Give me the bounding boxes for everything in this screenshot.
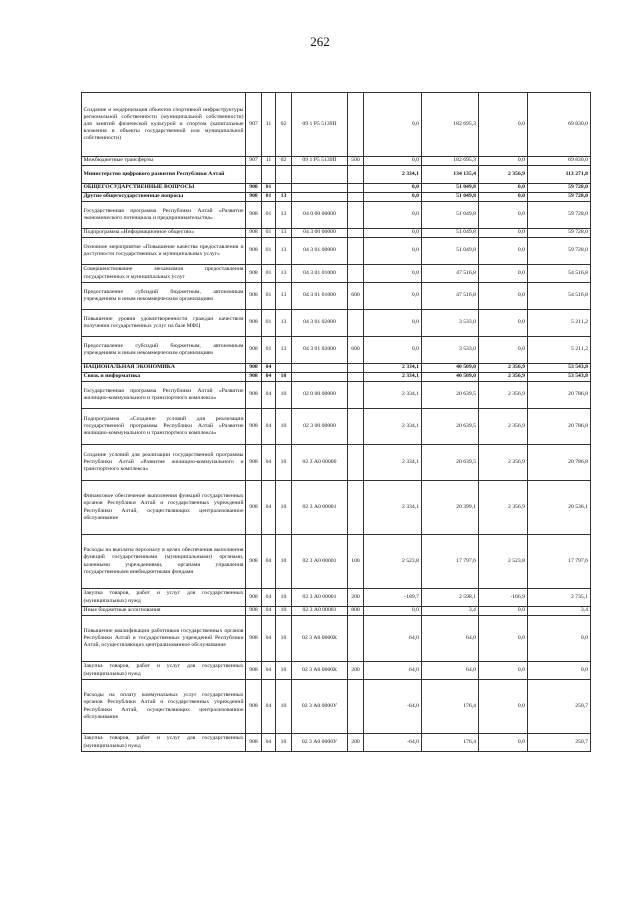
amount-total-cell: 40 509,0 [422,373,479,382]
amount-total-next-cell: 69 830,0 [528,93,591,157]
section-code-cell: 04 [262,616,276,662]
page-number: 262 [310,34,330,49]
row-name-cell: Связь и информатика [82,373,246,382]
amount-change-cell: 0,0 [364,184,422,193]
target-article-cell: 04 3 00 00000 [292,229,348,238]
amount-total-cell: 3,4 [422,607,479,616]
section-code-cell [262,166,276,184]
amount-change-next-cell: 0,0 [479,283,528,310]
amount-change-next-cell: 2 356,9 [479,481,528,535]
expense-type-cell [348,616,364,662]
subsection-code-cell: 10 [276,382,292,409]
amount-change-cell: 0,0 [364,265,422,283]
ministry-code-cell: 908 [246,589,262,607]
table-row [82,445,591,481]
subsection-code-cell: 10 [276,662,292,680]
target-article-cell: 09 1 P5 5139П [292,157,348,166]
ministry-code-cell: 908 [246,265,262,283]
subsection-code-cell [276,364,292,373]
amount-total-next-cell: 54 516,8 [528,265,591,283]
table-row [82,364,591,373]
ministry-code-cell: 908 [246,445,262,481]
ministry-code-cell: 908 [246,481,262,535]
subsection-code-cell: 13 [276,229,292,238]
target-article-cell: 02 3 А0 0000У [292,680,348,734]
subsection-code-cell: 13 [276,238,292,265]
subsection-code-cell: 10 [276,607,292,616]
ministry-code-cell: 907 [246,93,262,157]
row-name-cell: Закупка товаров, работ и услуг для государственных (муниципальных) нужд [82,662,246,680]
section-code-cell: 11 [262,93,276,157]
ministry-code-cell: 907 [246,157,262,166]
row-name-cell: Государственная программа Республики Алтай «Развитие жилищно-коммунального и транспортного комплекса» [82,382,246,409]
amount-change-cell: 2 334,1 [364,382,422,409]
amount-change-cell: 0,0 [364,157,422,166]
table-row [82,662,591,680]
amount-change-cell: 2 334,1 [364,481,422,535]
expense-type-cell: 600 [348,283,364,310]
amount-change-cell: 2 334,1 [364,373,422,382]
section-code-cell: 04 [262,535,276,589]
row-name-cell: Расходы на выплаты персоналу в целях обеспечения выполнения функций государственными (муниципальными) органами, казенными учреждениями, органами управления государственными внебюджетными фондами [82,535,246,589]
row-name-cell: Подпрограмма «Создание условий для реализации государственной программы Республики Алтай «Развитие жилищно-коммунального и транспортного комплекса» [82,409,246,445]
budget-table [81,92,591,752]
ministry-code-cell: 908 [246,238,262,265]
row-name-cell: Иные бюджетные ассигнования [82,607,246,616]
amount-total-cell: 134 135,4 [422,166,479,184]
ministry-code-cell: 908 [246,229,262,238]
row-name-cell: НАЦИОНАЛЬНАЯ ЭКОНОМИКА [82,364,246,373]
section-code-cell: 01 [262,184,276,193]
table-row [82,680,591,734]
amount-change-cell: 0,0 [364,310,422,337]
expense-type-cell [348,680,364,734]
amount-total-cell: 51 049,8 [422,229,479,238]
amount-change-next-cell: 0,0 [479,310,528,337]
row-name-cell: Другие общегосударственные вопросы [82,193,246,202]
amount-total-next-cell: 53 543,8 [528,373,591,382]
amount-change-cell: 64,0 [364,616,422,662]
subsection-code-cell: 13 [276,265,292,283]
row-name-cell: Закупка товаров, работ и услуг для государственных (муниципальных) нужд [82,589,246,607]
amount-change-cell: 2 523,8 [364,535,422,589]
table-row [82,616,591,662]
ministry-code-cell: 908 [246,382,262,409]
row-name-cell: Расходы на оплату коммунальных услуг государственных органов Республики Алтай и государственных учреждений Республики Алтай, осуществляющих централизованное обслуживание [82,680,246,734]
amount-total-next-cell: 20 786,8 [528,445,591,481]
amount-change-next-cell: 2 356,9 [479,364,528,373]
target-article-cell: 04 0 00 00000 [292,202,348,229]
amount-total-next-cell: 3,4 [528,607,591,616]
amount-total-next-cell: 250,7 [528,734,591,752]
amount-change-cell: 2 334,1 [364,166,422,184]
table-row [82,337,591,364]
amount-total-cell: 20 399,1 [422,481,479,535]
expense-type-cell [348,93,364,157]
amount-change-cell: 0,0 [364,238,422,265]
amount-total-cell: 182 695,3 [422,157,479,166]
amount-change-next-cell: 0,0 [479,202,528,229]
section-code-cell: 04 [262,373,276,382]
expense-type-cell: 100 [348,535,364,589]
subsection-code-cell: 10 [276,481,292,535]
amount-total-cell: 3 533,0 [422,310,479,337]
target-article-cell: 02 3 А0 0000У [292,734,348,752]
amount-total-cell: 51 049,8 [422,238,479,265]
subsection-code-cell: 13 [276,202,292,229]
subsection-code-cell: 13 [276,310,292,337]
target-article-cell: 04 3 01 01000 [292,265,348,283]
row-name-cell: Создание условий для реализации государственной программы Республики Алтай «Развитие жилищно-коммунального и транспортного комплекса» [82,445,246,481]
row-name-cell: Закупка товаров, работ и услуг для государственных (муниципальных) нужд [82,734,246,752]
subsection-code-cell: 10 [276,535,292,589]
amount-change-next-cell: 0,0 [479,265,528,283]
amount-change-next-cell: 0,0 [479,157,528,166]
table-row [82,157,591,166]
amount-total-next-cell: 59 728,0 [528,229,591,238]
amount-total-cell: 51 049,8 [422,184,479,193]
amount-total-next-cell: 20 786,8 [528,409,591,445]
ministry-code-cell: 908 [246,373,262,382]
row-name-cell: Министерство цифрового развития Республики Алтай [82,166,246,184]
table-row [82,382,591,409]
section-code-cell: 04 [262,481,276,535]
target-article-cell: 09 1 P5 5139П [292,93,348,157]
subsection-code-cell: 10 [276,589,292,607]
subsection-code-cell: 02 [276,93,292,157]
ministry-code-cell: 908 [246,734,262,752]
expense-type-cell [348,166,364,184]
ministry-code-cell: 908 [246,535,262,589]
ministry-code-cell: 908 [246,616,262,662]
amount-total-next-cell: 0,0 [528,662,591,680]
target-article-cell: 02 3 А0 0000К [292,616,348,662]
amount-change-next-cell: 0,0 [479,184,528,193]
amount-total-cell: 176,4 [422,734,479,752]
ministry-code-cell: 908 [246,607,262,616]
amount-total-cell: 40 509,0 [422,364,479,373]
amount-change-next-cell: 0,0 [479,680,528,734]
expense-type-cell [348,481,364,535]
expense-type-cell [348,310,364,337]
amount-change-cell: 2 334,1 [364,409,422,445]
row-name-cell: Государственная программа Республики Алтай «Развитие экономического потенциала и предпринимательства» [82,202,246,229]
target-article-cell [292,166,348,184]
section-code-cell: 01 [262,229,276,238]
ministry-code-cell: 908 [246,202,262,229]
amount-change-cell: 0,0 [364,193,422,202]
amount-change-next-cell: 2 356,9 [479,382,528,409]
amount-total-next-cell: 53 543,8 [528,364,591,373]
target-article-cell: 02 3 А0 00001 [292,589,348,607]
amount-change-cell: -64,0 [364,734,422,752]
row-name-cell: Создание и модернизация объектов спортивной инфраструктуры региональной собственности (муниципальной собственности) для занятий физической культурой и спортом (капитальные вложения в объекты государственной или муниципальной собственности) [82,93,246,157]
expense-type-cell [348,445,364,481]
amount-total-cell: 20 639,5 [422,409,479,445]
amount-change-next-cell: 0,0 [479,238,528,265]
section-code-cell: 01 [262,310,276,337]
table-row [82,93,591,157]
amount-total-next-cell: 2 735,1 [528,589,591,607]
amount-total-cell: 20 639,5 [422,382,479,409]
target-article-cell [292,184,348,193]
amount-total-next-cell: 59 728,0 [528,202,591,229]
amount-change-next-cell: 2 356,9 [479,445,528,481]
amount-change-cell: 0,0 [364,607,422,616]
subsection-code-cell: 02 [276,157,292,166]
amount-change-cell: 2 334,1 [364,364,422,373]
expense-type-cell [348,184,364,193]
row-name-cell: Повышение уровня удовлетворенности граждан качеством получения государственных услуг на базе МФЦ [82,310,246,337]
table-row [82,589,591,607]
amount-change-cell: 0,0 [364,202,422,229]
amount-change-cell: 2 334,1 [364,445,422,481]
target-article-cell: 02 3 А0 00001 [292,607,348,616]
amount-change-cell: 0,0 [364,93,422,157]
amount-total-next-cell: 59 728,0 [528,193,591,202]
amount-change-next-cell: -166,9 [479,589,528,607]
ministry-code-cell: 908 [246,337,262,364]
table-row [82,373,591,382]
ministry-code-cell: 908 [246,193,262,202]
amount-total-next-cell: 59 728,0 [528,184,591,193]
amount-total-next-cell: 5 211,2 [528,310,591,337]
subsection-code-cell: 10 [276,373,292,382]
subsection-code-cell: 13 [276,193,292,202]
expense-type-cell: 200 [348,589,364,607]
expense-type-cell [348,373,364,382]
expense-type-cell [348,229,364,238]
target-article-cell: 04 3 01 01000 [292,283,348,310]
table-row [82,310,591,337]
target-article-cell: 02 3 А0 00001 [292,535,348,589]
amount-total-cell: 64,0 [422,662,479,680]
section-code-cell: 04 [262,445,276,481]
amount-change-cell: -64,0 [364,680,422,734]
amount-total-cell: 3 533,0 [422,337,479,364]
expense-type-cell: 600 [348,337,364,364]
expense-type-cell [348,202,364,229]
target-article-cell [292,373,348,382]
amount-total-cell: 182 695,3 [422,93,479,157]
row-name-cell: Предоставление субсидий бюджетным, автономным учреждениям и иным некоммерческим организациям [82,337,246,364]
target-article-cell: 04 3 01 02000 [292,310,348,337]
table-row [82,166,591,184]
amount-change-next-cell: 2 523,8 [479,535,528,589]
amount-change-next-cell: 0,0 [479,607,528,616]
subsection-code-cell: 13 [276,337,292,364]
amount-change-next-cell: 0,0 [479,734,528,752]
amount-change-next-cell: 0,0 [479,662,528,680]
amount-total-next-cell: 59 728,0 [528,238,591,265]
target-article-cell: 02 3 00 00000 [292,409,348,445]
section-code-cell: 11 [262,157,276,166]
table-row [82,265,591,283]
target-article-cell: 02 3 А0 00000 [292,445,348,481]
amount-change-cell: 0,0 [364,283,422,310]
table-row [82,229,591,238]
expense-type-cell: 500 [348,157,364,166]
table-row [82,202,591,229]
row-name-cell: ОБЩЕГОСУДАРСТВЕННЫЕ ВОПРОСЫ [82,184,246,193]
section-code-cell: 04 [262,734,276,752]
section-code-cell: 01 [262,283,276,310]
amount-total-next-cell: 69 830,0 [528,157,591,166]
section-code-cell: 04 [262,662,276,680]
subsection-code-cell: 10 [276,734,292,752]
amount-change-cell: 0,0 [364,229,422,238]
section-code-cell: 04 [262,680,276,734]
amount-change-cell: 64,0 [364,662,422,680]
subsection-code-cell: 10 [276,616,292,662]
row-name-cell: Совершенствование механизмов предоставления государственных и муниципальных услуг [82,265,246,283]
ministry-code-cell: 908 [246,283,262,310]
amount-total-cell: 176,4 [422,680,479,734]
target-article-cell: 02 3 А0 00001 [292,481,348,535]
expense-type-cell [348,265,364,283]
target-article-cell: 04 3 01 02000 [292,337,348,364]
subsection-code-cell [276,166,292,184]
table-row [82,238,591,265]
amount-total-next-cell: 113 271,8 [528,166,591,184]
target-article-cell [292,193,348,202]
row-name-cell: Повышение квалификации работников государственных органов Республики Алтай и государственных учреждений Республики Алтай, осуществляющих централизованное обслуживание [82,616,246,662]
table-row [82,283,591,310]
row-name-cell: Основное мероприятие «Повышение качества предоставления и доступности государственных и муниципальных услуг» [82,238,246,265]
subsection-code-cell: 10 [276,680,292,734]
section-code-cell: 04 [262,382,276,409]
amount-change-cell: -189,7 [364,589,422,607]
amount-total-cell: 47 516,8 [422,283,479,310]
section-code-cell: 01 [262,193,276,202]
ministry-code-cell: 908 [246,184,262,193]
subsection-code-cell: 10 [276,409,292,445]
target-article-cell [292,364,348,373]
table-row [82,184,591,193]
amount-change-next-cell: 2 356,9 [479,409,528,445]
section-code-cell: 04 [262,409,276,445]
table-row [82,734,591,752]
amount-change-next-cell: 0,0 [479,193,528,202]
amount-change-next-cell: 2 356,9 [479,373,528,382]
table-row [82,535,591,589]
amount-change-cell: 0,0 [364,337,422,364]
amount-total-cell: 47 516,8 [422,265,479,283]
amount-change-next-cell: 0,0 [479,93,528,157]
expense-type-cell: 800 [348,607,364,616]
amount-total-cell: 51 049,8 [422,202,479,229]
expense-type-cell: 200 [348,734,364,752]
amount-change-next-cell: 0,0 [479,337,528,364]
section-code-cell: 01 [262,238,276,265]
amount-total-next-cell: 17 797,6 [528,535,591,589]
amount-change-next-cell: 2 356,9 [479,166,528,184]
subsection-code-cell: 10 [276,445,292,481]
amount-total-next-cell: 54 516,8 [528,283,591,310]
row-name-cell: Предоставление субсидий бюджетным, автономным учреждениям и иным некоммерческим организациям [82,283,246,310]
row-name-cell: Межбюджетные трансферты [82,157,246,166]
table-row [82,409,591,445]
table-row [82,481,591,535]
target-article-cell: 02 0 00 00000 [292,382,348,409]
section-code-cell: 04 [262,364,276,373]
amount-total-next-cell: 0,0 [528,616,591,662]
row-name-cell: Подпрограмма «Информационное общество» [82,229,246,238]
amount-total-cell: 17 797,6 [422,535,479,589]
amount-total-cell: 2 598,1 [422,589,479,607]
ministry-code-cell [246,166,262,184]
expense-type-cell: 200 [348,662,364,680]
section-code-cell: 04 [262,589,276,607]
expense-type-cell [348,364,364,373]
ministry-code-cell: 908 [246,364,262,373]
target-article-cell: 04 3 01 00000 [292,238,348,265]
expense-type-cell [348,409,364,445]
table-row [82,193,591,202]
ministry-code-cell: 908 [246,662,262,680]
amount-total-next-cell: 5 211,2 [528,337,591,364]
section-code-cell: 04 [262,607,276,616]
subsection-code-cell [276,184,292,193]
amount-total-cell: 64,0 [422,616,479,662]
amount-total-cell: 20 639,5 [422,445,479,481]
subsection-code-cell: 13 [276,283,292,310]
expense-type-cell [348,382,364,409]
target-article-cell: 02 3 А0 0000К [292,662,348,680]
section-code-cell: 01 [262,202,276,229]
amount-total-next-cell: 20 536,1 [528,481,591,535]
expense-type-cell [348,193,364,202]
amount-total-cell: 51 049,8 [422,193,479,202]
ministry-code-cell: 908 [246,310,262,337]
section-code-cell: 01 [262,265,276,283]
amount-total-next-cell: 250,7 [528,680,591,734]
expense-type-cell [348,238,364,265]
amount-total-next-cell: 20 786,8 [528,382,591,409]
table-row [82,607,591,616]
amount-change-next-cell: 0,0 [479,229,528,238]
ministry-code-cell: 908 [246,409,262,445]
row-name-cell: Финансовое обеспечение выполнения функций государственных органов Республики Алтай и государственных учреждений Республики Алтай, осуществляющих централизованное обслуживание [82,481,246,535]
ministry-code-cell: 908 [246,680,262,734]
amount-change-next-cell: 0,0 [479,616,528,662]
section-code-cell: 01 [262,337,276,364]
